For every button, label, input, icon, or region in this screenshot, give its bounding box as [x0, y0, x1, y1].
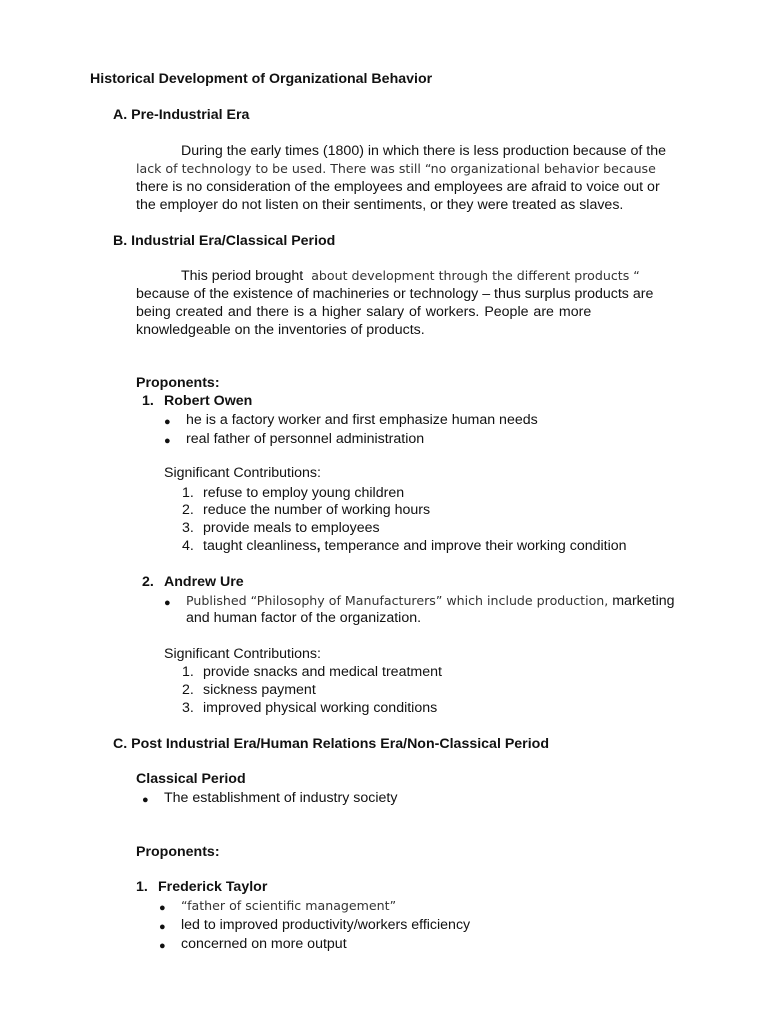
list-item: Published “Philosophy of Manufacturers” which include production, marketing — [186, 593, 675, 609]
section-a-text-line: the employer do not listen on their sentiments, or they were treated as slaves. — [136, 197, 624, 213]
proponent-name: Frederick Taylor — [158, 879, 268, 895]
list-item: “father of scientific management” — [181, 898, 397, 913]
section-b-text-part: This period brought — [181, 268, 304, 284]
bullet-icon: ● — [159, 921, 166, 933]
section-a-text-line: there is no consideration of the employees and employees are afraid to voice out or — [136, 179, 660, 195]
proponent-robert-owen — [142, 392, 252, 410]
list-number: 1. — [136, 879, 148, 895]
list-item: real father of personnel administration — [186, 431, 425, 447]
list-item: The establishment of industry society — [164, 790, 398, 806]
list-item: 1. refuse to employ young children — [182, 485, 405, 501]
bullet-icon: ● — [142, 794, 149, 806]
list-item: 2. sickness payment — [182, 682, 316, 698]
proponent-frederick-taylor — [136, 878, 267, 896]
list-item: concerned on more output — [181, 936, 347, 952]
section-a-heading: A. Pre-Industrial Era — [113, 107, 250, 123]
list-item-continuation: and human factor of the organization. — [186, 610, 422, 626]
list-item: 3. provide meals to employees — [182, 520, 380, 536]
section-b-text-line: knowledgeable on the inventories of products. — [136, 322, 425, 338]
document-title: Historical Development of Organizational Behavior — [90, 71, 433, 87]
list-item: he is a factory worker and first emphasize human needs — [186, 412, 538, 428]
list-item: 3. improved physical working conditions — [182, 700, 438, 716]
section-b-heading: B. Industrial Era/Classical Period — [113, 233, 336, 249]
list-item: led to improved productivity/workers efficiency — [181, 917, 471, 933]
proponent-andrew-ure — [142, 573, 244, 591]
section-c-proponents-label: Proponents: — [136, 844, 220, 860]
section-a-text-line: During the early times (1800) in which there is less production because of the — [181, 143, 666, 159]
section-b-text-line: being created and there is a higher salary of workers. People are more — [136, 304, 592, 320]
bullet-icon: ● — [159, 902, 166, 914]
contributions-label: Significant Contributions: — [164, 465, 321, 481]
list-item: 2. reduce the number of working hours — [182, 502, 431, 518]
list-item: 1. provide snacks and medical treatment — [182, 664, 442, 680]
proponent-name: Andrew Ure — [164, 574, 244, 590]
section-b-proponents-label: Proponents: — [136, 375, 220, 391]
bullet-icon: ● — [164, 416, 171, 428]
section-b-text-part: about development through the different products “ — [311, 268, 640, 283]
list-item: 4. taught cleanliness, temperance and improve their working condition — [182, 538, 627, 554]
bullet-icon: ● — [159, 940, 166, 952]
bullet-icon: ● — [164, 597, 171, 609]
bullet-icon: ● — [164, 435, 171, 447]
section-a-text-line: lack of technology to be used. There was still “no organizational behavior because — [136, 161, 656, 176]
list-number: 2. — [142, 574, 154, 590]
section-b-text-line — [181, 267, 640, 285]
section-b-text-line: because of the existence of machineries or technology – thus surplus products are — [136, 286, 654, 302]
list-number: 1. — [142, 393, 154, 409]
proponent-name: Robert Owen — [164, 393, 253, 409]
section-c-heading: C. Post Industrial Era/Human Relations Era/Non-Classical Period — [113, 736, 549, 752]
contributions-label: Significant Contributions: — [164, 646, 321, 662]
classical-period-label: Classical Period — [136, 771, 246, 787]
